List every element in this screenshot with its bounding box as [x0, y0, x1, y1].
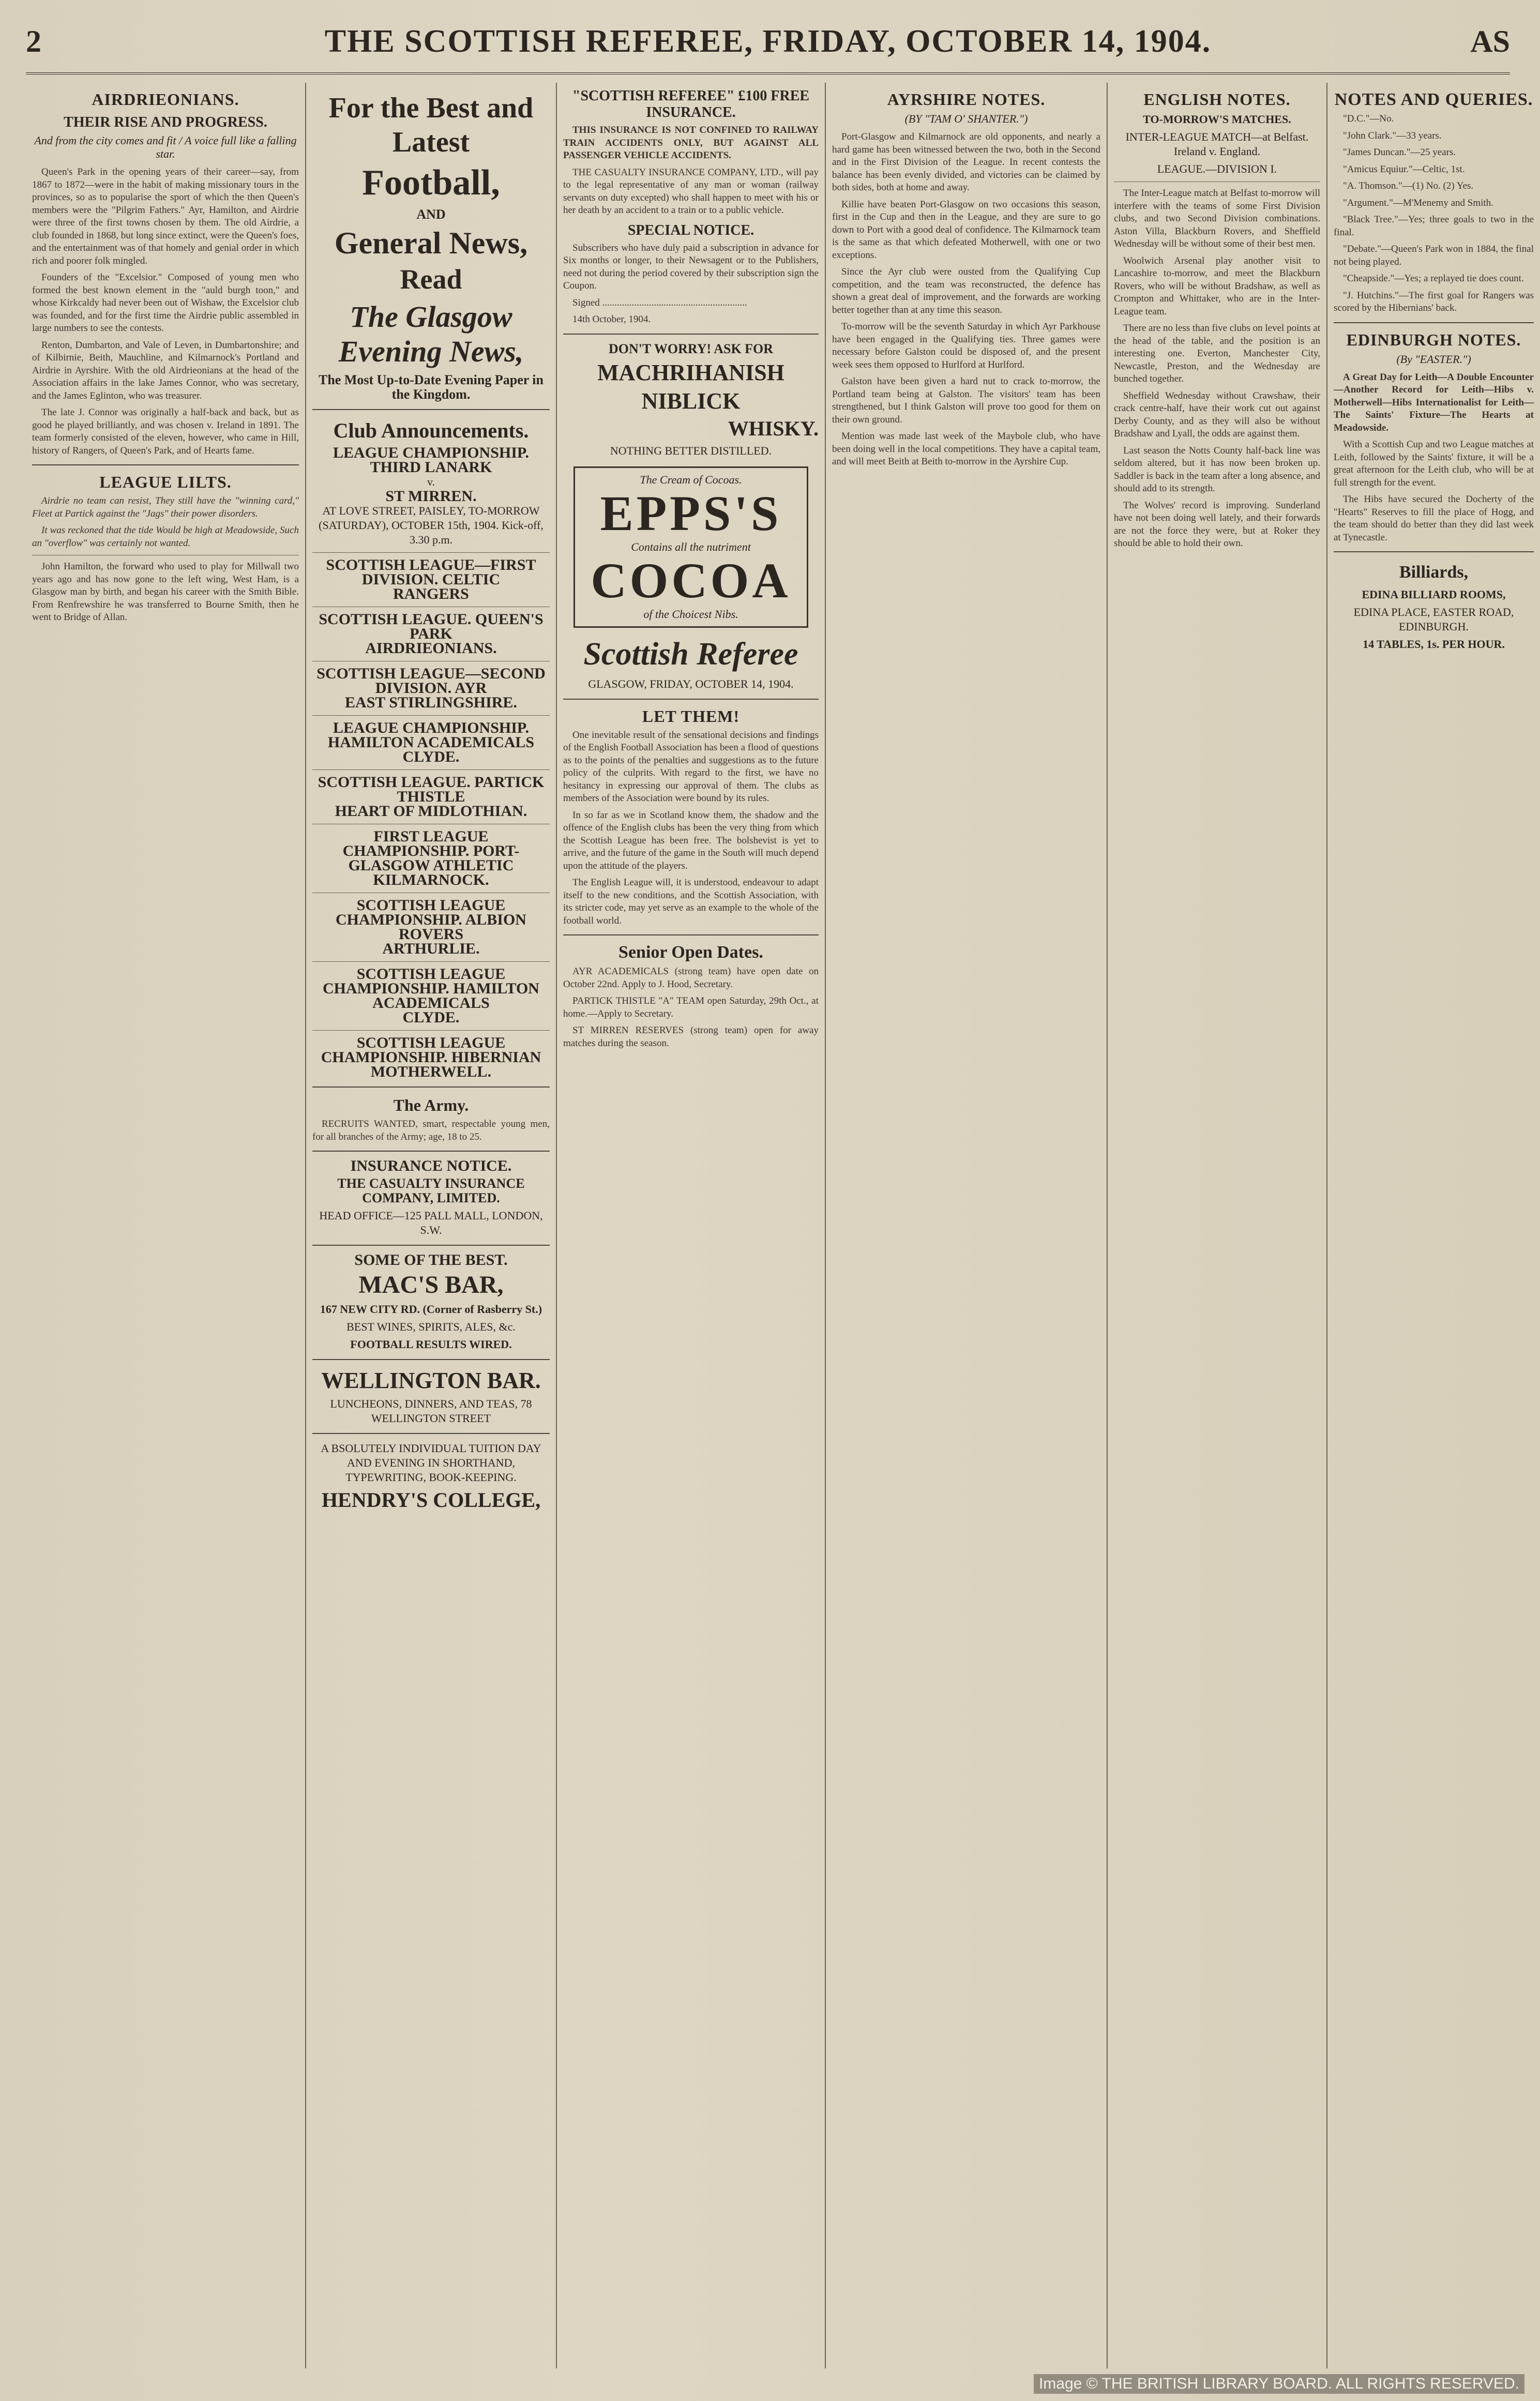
query-answer: "James Duncan."—25 years.	[1343, 147, 1456, 158]
whisky: WHISKY.	[728, 416, 819, 440]
ad-general-news: General News,	[334, 226, 528, 260]
announcement-opponent: CLYDE.	[402, 1009, 460, 1026]
query-answer: "D.C."—No.	[1343, 113, 1394, 124]
ayrshire-heading: AYRSHIRE NOTES.	[887, 90, 1046, 109]
scottish-referee-nameplate: Scottish Referee	[583, 636, 798, 672]
newspaper-title: THE SCOTTISH REFEREE, FRIDAY, OCTOBER 14, 1904.	[324, 23, 1212, 59]
announcement-title: LEAGUE CHAMPIONSHIP. THIRD LANARK	[333, 444, 529, 476]
article-paragraph: Founders of the "Excelsior." Composed of young men who formed the best known element in the "auld burgh toon," and whose Kirkcaldy had never been out of Wishaw, the Excelsior club was founded, and for the first time the Airdrie public assembled in large numbers to see the contests.	[32, 272, 299, 334]
article-paragraph: Last season the Notts County half-back line was seldom altered, but it has now been broken up. Saddler is back in the team after a long absence, and should add to its strength.	[1114, 445, 1320, 494]
column-english-notes	[1107, 83, 1326, 2368]
insurance-title: INSURANCE NOTICE.	[350, 1157, 512, 1174]
inter-league: INTER-LEAGUE MATCH—at Belfast. Ireland v. England.	[1125, 130, 1309, 158]
article-paragraph: The Hibs have secured the Docherty of the "Hearts" Reserves to fill the place of Hogg, and the team should do better than they did last week at Tynecastle.	[1334, 494, 1534, 543]
epps-top: The Cream of Cocoas.	[640, 473, 742, 486]
article-heading-league-lilts: LEAGUE LILTS.	[99, 473, 232, 491]
announcement	[312, 775, 550, 819]
ad-tagline: The Most Up-to-Date Evening Paper in the Kingdom.	[318, 372, 543, 402]
announcement-title: SCOTTISH LEAGUE. PARTICK THISTLE	[318, 774, 545, 805]
edinburgh-byline: (By "EASTER.")	[1396, 352, 1471, 366]
article-paragraph: Queen's Park in the opening years of their career—say, from 1867 to 1872—were in the habit of making missionary tours in the provinces, so as to popularise the sport of which the then Queen's members were the "Pilgrim Fathers." Ayr, Hamilton, and Airdrie were three of the first towns chosen by them. The old Airdrie, a club founded in 1868, but long since extinct, were the Queen's foes, and the entertainment was of that homely and genial order in which rich and poorer folk mingled.	[32, 167, 299, 266]
divider	[32, 464, 299, 465]
announcement-opponent: RANGERS	[393, 585, 469, 602]
macs-bar: MAC'S BAR,	[358, 1271, 504, 1298]
insurance-clause: THIS INSURANCE IS NOT CONFINED TO RAILWAY TRAIN ACCIDENTS ONLY, BUT AGAINST ALL PASSENGER VEHICLE ACCIDENTS.	[563, 125, 819, 161]
billiard-address: EDINA PLACE, EASTER ROAD, EDINBURGH.	[1353, 606, 1514, 633]
article-paragraph: To-morrow will be the seventh Saturday in which Ayr Parkhouse have been engaged in the Qualifying ties. Three games were necessary before Galston could be disposed of, and the present week sees them opposed to Hurlford at Hurlford.	[832, 321, 1100, 370]
announcement	[312, 612, 550, 656]
notes-queries-heading: NOTES AND QUERIES.	[1334, 90, 1533, 109]
insurance-heading: "SCOTTISH REFEREE" £100 FREE INSURANCE.	[572, 88, 810, 120]
query-answer: "A. Thomson."—(1) No. (2) Yes.	[1343, 180, 1474, 191]
edinburgh-heading: EDINBURGH NOTES.	[1346, 330, 1521, 349]
club-announcements-heading: Club Announcements.	[333, 419, 529, 442]
masthead	[26, 10, 1510, 74]
verse: It was reckoned that the tide Would be high at Meadowside, Such an "overflow" was certainly not wanted.	[32, 525, 299, 549]
special-notice-heading: SPECIAL NOTICE.	[627, 222, 754, 238]
dont-worry: DON'T WORRY! ASK FOR	[608, 341, 774, 356]
divider	[563, 934, 819, 935]
billiard-rooms: EDINA BILLIARD ROOMS,	[1362, 588, 1506, 601]
divider	[312, 769, 550, 770]
article-paragraph: The late J. Connor was originally a half-back and back, but as good he played brilliantly, and was chosen v. Ireland in 1891. The team formerly consisted of the eleven, however, who came in Hill, history of Rangers, of Queen's Park, and of Hearts fame.	[32, 407, 299, 456]
verse: Airdrie no team can resist, They still have the "winning card," Fleet at Partick against the "Jags" their power disorders.	[32, 495, 299, 519]
page-edge-letters: AS	[1470, 24, 1510, 58]
special-notice-text: Subscribers who have duly paid a subscription in advance for Six months or longer, to their Newsagent or to the Publishers, need not during the period covered by their subscription sign the Coupon.	[563, 242, 819, 291]
insurance-paragraph: THE CASUALTY INSURANCE COMPANY, LTD., will pay to the legal representative of any man or woman (railway servants on duty excepted) who shall happen to meet with his or her death by an accident to a train or to a public vehicle.	[563, 167, 819, 216]
article-paragraph: There are no less than five clubs on level points at the head of the table, and the position is an interesting one. Everton, Manchester City, Newcastle, Preston, and the Wednesday are bunched together.	[1114, 323, 1320, 384]
open-date: ST MIRREN RESERVES (strong team) open for away matches during the season.	[563, 1025, 819, 1049]
announcement-info: AT LOVE STREET, PAISLEY, TO-MORROW (SATURDAY), OCTOBER 15th, 1904. Kick-off, 3.30 p.m.	[319, 504, 543, 546]
announcement-opponent: MOTHERWELL.	[370, 1063, 492, 1080]
article-paragraph: Renton, Dumbarton, and Vale of Leven, in Dumbartonshire; and of Kilbirnie, Beith, Mauchline, and Kilmarnock's Portland and Airdrie in Ayrshire. With the old Airdrieonians at the head of the Association affairs in the lake James Connor, who was secretary, and the James Eglinton, who was treasurer.	[32, 339, 299, 401]
league-division: LEAGUE.—DIVISION I.	[1157, 162, 1277, 175]
article-paragraph: With a Scottish Cup and two League matches at Leith, followed by the Saints' fixture, it will be a great afternoon for the Leith club, who will be at full strength for the event.	[1334, 439, 1534, 488]
insurance-company: THE CASUALTY INSURANCE COMPANY, LIMITED.	[337, 1176, 525, 1205]
editorial-paragraph: In so far as we in Scotland know them, the shadow and the offence of the English clubs has been the very thing from which the Scottish League has been free. The bolshevist is yet to arrive, and the future of the game in the South will much depend upon the attitude of the players.	[563, 809, 819, 871]
query-answer: "Black Tree."—Yes; three goals to two in the final.	[1334, 214, 1534, 238]
billiards-heading: Billiards,	[1399, 563, 1469, 582]
announcement-title: FIRST LEAGUE CHAMPIONSHIP. PORT-GLASGOW ATHLETIC	[342, 828, 520, 874]
epps-bottom: of the Choicest Nibs.	[643, 607, 738, 621]
query-answer: "Argument."—M'Menemy and Smith.	[1343, 197, 1493, 208]
matches-heading: TO-MORROW'S MATCHES.	[1143, 113, 1291, 126]
announcement-opponent: AIRDRIEONIANS.	[365, 640, 497, 657]
column-notes-queries	[1326, 83, 1540, 2368]
article-paragraph: Sheffield Wednesday without Crawshaw, their crack centre-half, have their work cut out against Derby County, and as they will also be without Bradshaw and Lyall, the odds are against them.	[1114, 390, 1320, 439]
nothing-better: NOTHING BETTER DISTILLED.	[610, 444, 772, 457]
macs-address: 167 NEW CITY RD. (Corner of Rasberry St.)	[320, 1303, 542, 1316]
divider	[312, 1086, 550, 1088]
divider	[312, 961, 550, 962]
coupon-date: 14th October, 1904.	[572, 314, 651, 325]
column-ayrshire-notes	[825, 83, 1107, 2368]
announcement	[312, 446, 550, 547]
ad-glasgow-evening-news: The Glasgow Evening News,	[338, 300, 524, 368]
byline: (BY "TAM O' SHANTER.")	[904, 112, 1028, 125]
article-paragraph: Port-Glasgow and Kilmarnock are old opponents, and nearly a hard game has been witnessed between the two, both in the Second and in the First Division of the League. In recent contests the balance has been evenly divided, and victories can be claimed by both sides, both at home and away.	[832, 131, 1100, 193]
article-paragraph: John Hamilton, the forward who used to play for Millwall two years ago and has now gone to the left wing, West Ham, is a Glasgow man by birth, and began his career with the Smith Bible. From Renfrewshire he was transferred to Bourne Smith, then he went to Bridge of Allan.	[32, 561, 299, 623]
ad-read: Read	[400, 264, 462, 295]
epps-mid: Contains all the nutriment	[631, 540, 751, 553]
announcement-opponent: CLYDE.	[402, 748, 460, 765]
query-answer: "John Clark."—33 years.	[1343, 130, 1442, 141]
announcement-title: LEAGUE CHAMPIONSHIP. HAMILTON ACADEMICALS	[327, 719, 535, 751]
announcement	[312, 667, 550, 710]
insurance-office: HEAD OFFICE—125 PALL MALL, LONDON, S.W.	[319, 1209, 543, 1236]
query-answer: "J. Hutchins."—The first goal for Rangers was scored by the Hibernians' back.	[1334, 290, 1534, 313]
editorial-paragraph: One inevitable result of the sensational decisions and findings of the English Football Association has been a flood of questions as to the points of the penalties and suggestions as to the future policy of the culprits. With regard to the first, we have no hesitancy in expressing our approval of them. The clubs as members of the Association were bound by its rules.	[563, 729, 819, 804]
announcement-title: SCOTTISH LEAGUE. QUEEN'S PARK	[319, 611, 543, 642]
english-heading: ENGLISH NOTES.	[1143, 90, 1291, 109]
divider	[563, 334, 819, 335]
query-answer: "Cheapside."—Yes; a replayed tie does count.	[1343, 273, 1524, 284]
announcement-title: SCOTTISH LEAGUE CHAMPIONSHIP. HAMILTON ACADEMICALS	[323, 965, 539, 1011]
epps-name: EPPS'S	[600, 485, 782, 541]
edinburgh-subheads: A Great Day for Leith—A Double Encounter—Another Record for Leith—Hibs v. Motherwell—Hibs Internationalist for Leith—The Saints' Fixture—The Hearts at Meadowside.	[1334, 371, 1534, 433]
image-credit: Image © THE BRITISH LIBRARY BOARD. ALL RIGHTS RESERVED.	[1034, 2374, 1524, 2394]
announcement-opponent: KILMARNOCK.	[373, 871, 489, 888]
announcement	[312, 558, 550, 601]
article-paragraph: The Wolves' record is improving. Sunderland have not been doing well lately, and their forwards are not the force they were, but at Roker they should be able to hold their own.	[1114, 500, 1320, 549]
column-airdrieonians	[26, 83, 305, 2368]
divider	[312, 1151, 550, 1152]
editorial-heading: LET THEM!	[642, 706, 740, 726]
senior-open-dates-heading: Senior Open Dates.	[618, 943, 763, 962]
editorial-paragraph: The English League will, it is understood, endeavour to adapt itself to the new conditions, and the Scottish Association, with its stricter code, may yet serve as an example to the whole of the football world.	[563, 877, 819, 926]
wines-spirits: BEST WINES, SPIRITS, ALES, &c.	[346, 1320, 516, 1333]
divider	[563, 699, 819, 700]
army-heading: The Army.	[393, 1096, 469, 1114]
page-number: 2	[26, 24, 41, 58]
dateline: GLASGOW, FRIDAY, OCTOBER 14, 1904.	[588, 677, 794, 690]
divider	[312, 552, 550, 553]
divider	[1334, 551, 1534, 552]
hendrys-college: HENDRY'S COLLEGE,	[321, 1488, 541, 1512]
divider	[312, 715, 550, 716]
column-insurance-editorial	[556, 83, 825, 2368]
divider	[312, 1433, 550, 1434]
signature-line: Signed ...........................................................	[572, 297, 747, 308]
article-paragraph: The Inter-League match at Belfast to-morrow will interfere with the teams of some First Division clubs, and two Second Division combinations. Aston Villa, Blackburn Rovers, and Sheffield Wednesday will be without some of their best men.	[1114, 188, 1320, 249]
announcement	[312, 898, 550, 956]
machrihanish: MACHRIHANISH	[597, 359, 784, 385]
article-paragraph: Mention was made last week of the Maybole club, who have been doing well in the local competitions. They have a capital team, and will meet Beith at Beith to-morrow in the Ayrshire Cup.	[832, 431, 1100, 467]
article-paragraph: Galston have been given a hard nut to crack to-morrow, the Portland team being at Galston. The visitors' team has been strengthened, but I think Galston will prove too good for them on their own ground.	[832, 376, 1100, 425]
versus: v.	[427, 475, 435, 488]
divider	[312, 1359, 550, 1360]
wellington-details: LUNCHEONS, DINNERS, AND TEAS, 78 WELLINGTON STREET	[330, 1397, 532, 1425]
announcement-title: SCOTTISH LEAGUE CHAMPIONSHIP. ALBION ROVERS	[336, 897, 526, 943]
epigraph: And from the city comes and fit / A voice full like a falling star.	[34, 134, 297, 160]
open-date: PARTICK THISTLE "A" TEAM open Saturday, 29th Oct., at home.—Apply to Secretary.	[563, 995, 819, 1019]
some-of-the-best: SOME OF THE BEST.	[354, 1251, 508, 1269]
open-date: AYR ACADEMICALS (strong team) have open date on October 22nd. Apply to J. Hood, Secretary.	[563, 966, 819, 990]
announcement-title: SCOTTISH LEAGUE—SECOND DIVISION. AYR	[316, 665, 546, 697]
wellington-bar: WELLINGTON BAR.	[321, 1368, 541, 1393]
announcement	[312, 721, 550, 764]
hendry-tuition: A BSOLUTELY INDIVIDUAL TUITION DAY AND EVENING IN SHORTHAND, TYPEWRITING, BOOK-KEEPING.	[321, 1442, 541, 1484]
announcement-title: SCOTTISH LEAGUE CHAMPIONSHIP. HIBERNIAN	[321, 1034, 541, 1066]
epps-cocoa: COCOA	[591, 552, 791, 608]
announcement	[312, 1036, 550, 1079]
announcement	[312, 829, 550, 887]
army-notice: RECRUITS WANTED, smart, respectable young men, for all branches of the Army; age, 18 to 25.	[312, 1119, 550, 1142]
football-results: FOOTBALL RESULTS WIRED.	[350, 1338, 512, 1351]
announcement-title: SCOTTISH LEAGUE—FIRST DIVISION. CELTIC	[326, 556, 536, 588]
announcement-opponent: ARTHURLIE.	[382, 940, 480, 957]
query-answer: "Amicus Equiur."—Celtic, 1st.	[1343, 163, 1465, 175]
ad-football: Football,	[362, 163, 500, 203]
announcement-opponent: EAST STIRLINGSHIRE.	[345, 694, 517, 711]
ad-and: AND	[416, 207, 446, 222]
column-advertisements	[305, 83, 556, 2368]
announcement-opponent: HEART OF MIDLOTHIAN.	[335, 803, 527, 820]
insurance-heading	[312, 1159, 550, 1173]
divider	[312, 1245, 550, 1246]
article-heading-airdrieonians: AIRDRIEONIANS.	[92, 90, 239, 109]
divider	[312, 409, 550, 410]
epps-cocoa-ad	[573, 466, 808, 628]
announcement-opponent: ST MIRREN.	[385, 488, 477, 505]
divider	[1334, 322, 1534, 323]
announcement	[312, 967, 550, 1025]
article-paragraph: Woolwich Arsenal play another visit to Lancashire to-morrow, and meet the Blackburn Rovers, who will be without Bradshaw, as well as Crompton and Whittaker, who are in the Inter-League team.	[1114, 255, 1320, 317]
article-subheading: THEIR RISE AND PROGRESS.	[64, 114, 267, 130]
niblick: NIBLICK	[641, 388, 741, 414]
query-answer: "Debate."—Queen's Park won in 1884, the final not being played.	[1334, 244, 1534, 267]
divider	[312, 1030, 550, 1031]
billiard-tables: 14 TABLES, 1s. PER HOUR.	[1363, 638, 1505, 651]
article-paragraph: Killie have beaten Port-Glasgow on two occasions this season, first in the Cup and then in the League, and they are sure to go down to Port with a good deal of confidence. The Kilmarnock team is the same as that which defeated Motherwell, with one or two exceptions.	[832, 199, 1100, 261]
article-paragraph: Since the Ayr club were ousted from the Qualifying Cup competition, and the team was reconstructed, the defence has shown a great deal of improvement, and the forwards are working better together than at any time this season.	[832, 266, 1100, 315]
ad-headline: For the Best and Latest	[328, 92, 534, 158]
